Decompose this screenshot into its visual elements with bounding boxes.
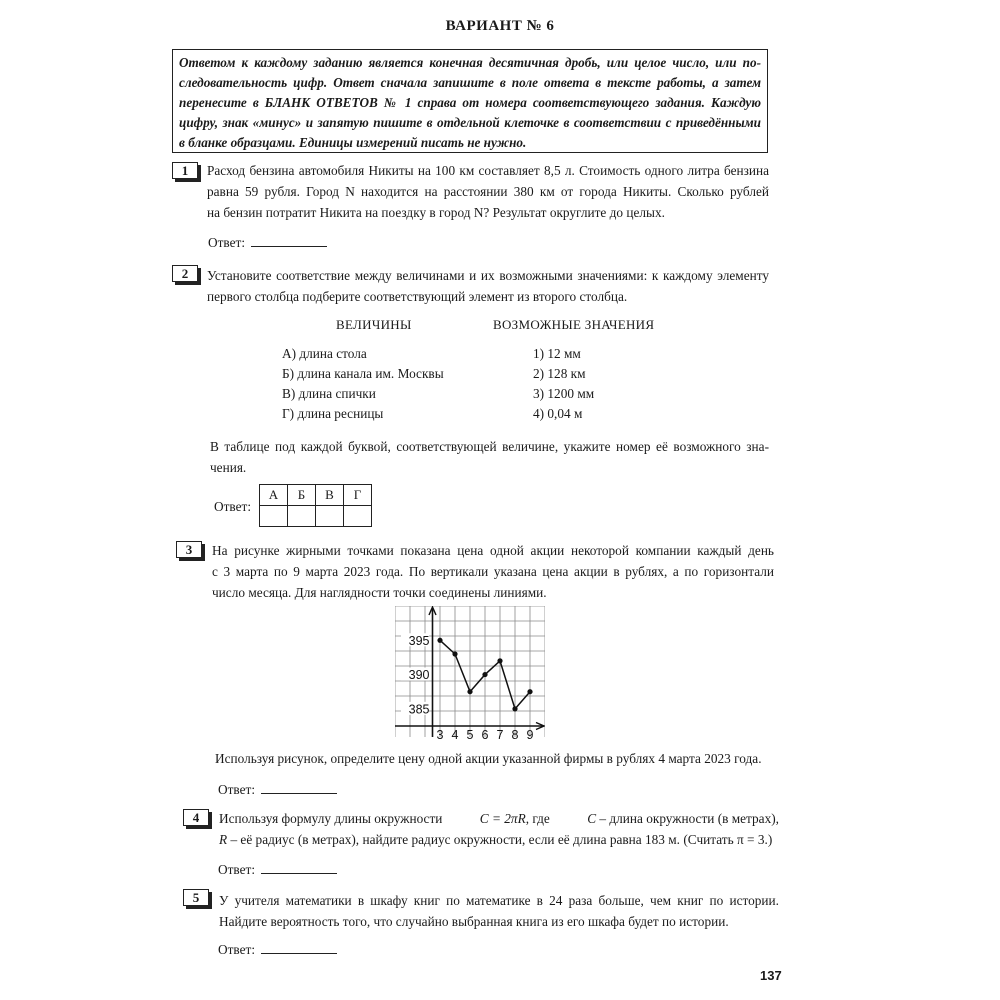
answer-label: Ответ: [218,782,256,797]
instructions-line: цифру, знак «минус» и запятую пишите в отдельной клеточке в соответствии с приведёнными [179,115,761,130]
y-tick-label: 390 [408,668,430,683]
data-point [467,689,472,694]
answer-table-cell[interactable] [316,506,344,527]
x-tick-label: 8 [511,728,519,741]
data-point [527,689,532,694]
quantity-item: Б) длина канала им. Москвы [282,366,444,381]
quantity-item: В) длина спички [282,386,376,401]
quantity-item: А) длина стола [282,346,367,361]
stock-price-chart [395,606,545,741]
task-number-3: 3 [176,541,202,558]
task-1-line: Расход бензина автомобиля Никиты на 100 км составляет 8,5 л. Стоимость одного литра бензина [207,163,769,178]
x-tick-label: 6 [481,728,489,741]
data-point [452,651,457,656]
page-number: 137 [760,968,782,983]
task-3-question: Используя рисунок, определите цену одной акции указанной фирмы в рублях 4 марта 2023 года. [215,751,762,766]
task-4-text-part: , где [525,811,550,826]
answer-label: Ответ: [208,235,246,250]
data-point [497,658,502,663]
task-3-answer [218,781,337,798]
instructions-line: в бланке образцами. Единицы измерений писать не нужно. [179,135,527,150]
task-number-5: 5 [183,889,209,906]
task-number-2: 2 [172,265,198,282]
instructions-line: Ответом к каждому заданию является конечная десятичная дробь, или целое число, или по- [179,55,761,70]
task-1-line: равна 59 рубля. Город N находится на расстоянии 380 км от города Никиты. Сколько рублей [207,184,769,199]
data-point [512,706,517,711]
task-5-line: Найдите вероятность того, что случайно выбранная книга из его шкафа будет по истории. [219,914,729,929]
variable: R [219,832,228,847]
answer-table [259,484,372,527]
value-item: 2) 128 км [533,366,586,381]
task-1-line: на бензин потратит Никита на поездку в город N? Результат округлите до целых. [207,205,665,220]
y-tick-label: 395 [408,633,430,648]
x-tick-label: 3 [436,728,444,741]
x-tick-label: 9 [526,728,534,741]
instructions-line: перенесите в БЛАНК ОТВЕТОВ № 1 справа от номера соответствующего задания. Каждую [179,95,761,110]
task-2-table-line: чения. [210,460,247,475]
quantity-item: Г) длина ресницы [282,406,384,421]
task-3-line: На рисунке жирными точками показана цена одной акции некоторой компании каждый день [212,543,774,558]
instructions-box [172,49,768,153]
task-3-text [212,540,774,603]
value-item: 3) 1200 мм [533,386,595,401]
variable: C [587,811,597,826]
answer-field[interactable] [261,861,337,874]
answer-table-header: Г [344,485,372,506]
task-4-line-2 [219,829,779,850]
page-title: ВАРИАНТ № 6 [445,18,555,34]
x-tick-label: 7 [496,728,504,741]
formula [480,808,550,829]
answer-field[interactable] [261,941,337,954]
task-2-line: Установите соответствие между величинами и их возможными значениями: к каждому элементу [207,268,769,283]
task-number-1: 1 [172,162,198,179]
task-4-text-part: Используя формулу длины окружности [219,811,443,826]
chart-labels [401,633,534,741]
data-point [482,672,487,677]
answer-table-header: В [316,485,344,506]
task-5-text [219,890,779,932]
answer-table-header: Б [288,485,316,506]
data-point [437,638,442,643]
column-heading-quantities: ВЕЛИЧИНЫ [336,317,412,332]
answer-table-cell[interactable] [288,506,316,527]
task-1-text [207,160,769,223]
task-2-text [207,265,769,307]
task-number-4: 4 [183,809,209,826]
y-tick-label: 385 [408,702,430,717]
task-5-line: У учителя математики в шкафу книг по математике в 24 раза больше, чем книг по истории. [219,893,779,908]
task-4-text-part: – длина окружности (в метрах), [599,811,779,826]
answer-table-header: А [260,485,288,506]
task-2-answer-label: Ответ: [214,499,252,514]
task-2-line: первого столбца подберите соответствующий элемент из второго столбца. [207,289,628,304]
x-tick-label: 4 [451,728,459,741]
task-4-line-1 [219,808,779,829]
formula-text: C = 2πR [479,811,526,826]
answer-table-cell[interactable] [260,506,288,527]
column-heading-values: ВОЗМОЖНЫЕ ЗНАЧЕНИЯ [493,317,655,332]
task-4-text [219,808,779,850]
task-3-line: с 3 марта по 9 марта 2023 года. По вертикали указана цена акции в рублях, а по горизонтали [212,564,774,579]
answer-field[interactable] [261,781,337,794]
instructions-line: следовательность цифр. Ответ сначала запишите в поле ответа в тексте работы, а затем [179,75,761,90]
answer-label: Ответ: [218,942,256,957]
value-item: 1) 12 мм [533,346,581,361]
task-3-line: число месяца. Для наглядности точки соединены линиями. [212,585,547,600]
task-4-text-part [587,808,779,829]
value-item: 4) 0,04 м [533,406,583,421]
x-tick-label: 5 [466,728,474,741]
task-4-text-part: – её радиус (в метрах), найдите радиус окружности, если её длина равна 183 м. (Считать π = 3.) [230,832,773,847]
task-5-answer [218,941,337,958]
task-4-answer [218,861,337,878]
answer-field[interactable] [251,234,327,247]
answer-table-cell[interactable] [344,506,372,527]
task-2-table-line: В таблице под каждой буквой, соответствующей величине, укажите номер её возможного зна- [210,439,769,454]
task-2-table-instructions [210,436,769,478]
task-1-answer [208,234,327,251]
answer-label: Ответ: [218,862,256,877]
